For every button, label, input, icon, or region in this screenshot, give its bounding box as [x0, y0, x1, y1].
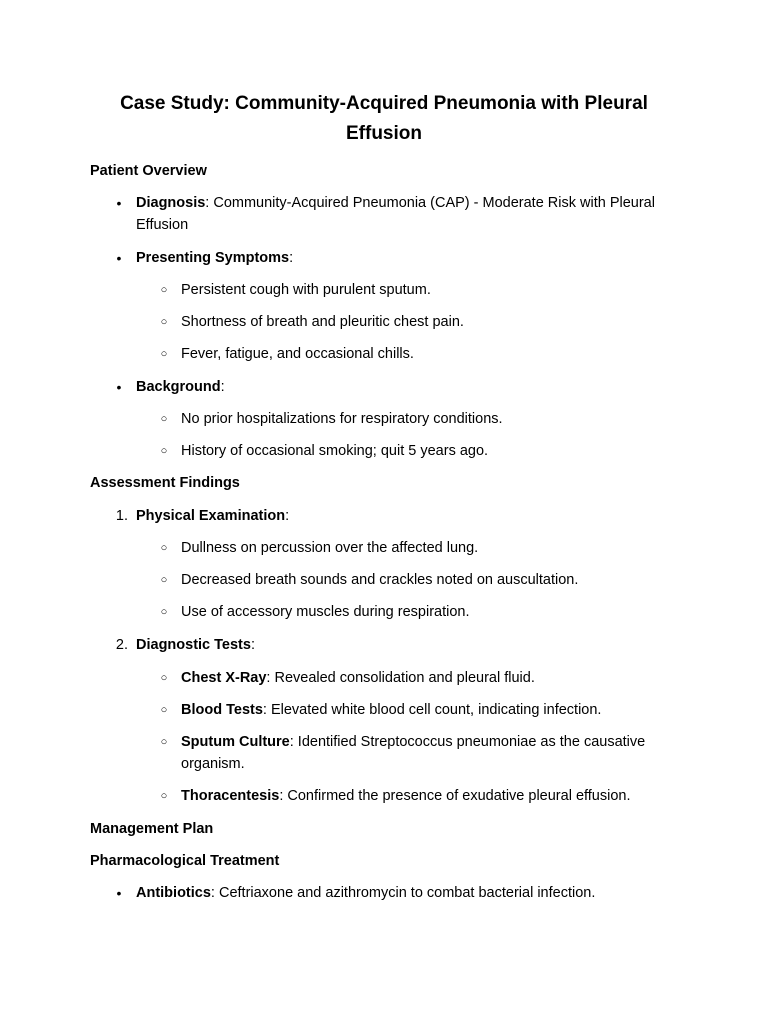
item-text: :: [250, 637, 255, 653]
term-label: Diagnostic Tests: [136, 637, 251, 653]
term-label: Sputum Culture: [181, 734, 290, 750]
list-item-physical-examination: [136, 505, 666, 527]
term-label: Chest X-Ray: [181, 670, 267, 686]
sub-list-item-blood-tests: [181, 699, 671, 721]
circle-bullet-glyph: ○: [160, 606, 168, 618]
term-label: Background: [136, 379, 221, 395]
term-label: Blood Tests: [181, 702, 263, 718]
circle-bullet-glyph: ○: [160, 284, 168, 296]
list-number: 1.: [115, 508, 128, 524]
term-label: Physical Examination: [136, 508, 286, 524]
item-text: : Revealed consolidation and pleural fluid.: [266, 670, 535, 686]
bullet-glyph: •: [116, 250, 122, 266]
circle-bullet-glyph: ○: [160, 790, 168, 802]
item-text: : Ceftriaxone and azithromycin to combat bacterial infection.: [210, 885, 596, 901]
term-label: Presenting Symptoms: [136, 250, 290, 266]
sub-list-item: Decreased breath sounds and crackles noted on auscultation.: [181, 572, 579, 588]
sub-list-item: Shortness of breath and pleuritic chest pain.: [181, 314, 464, 330]
term-label: Diagnosis: [136, 195, 206, 211]
list-item-antibiotics: [136, 882, 666, 904]
section-heading-management-plan: Management Plan: [90, 821, 214, 837]
circle-bullet-glyph: ○: [160, 704, 168, 716]
sub-list-item: No prior hospitalizations for respiratory conditions.: [181, 411, 503, 427]
item-text: :: [285, 508, 290, 524]
bullet-glyph: •: [116, 885, 122, 901]
page-title: Case Study: Community-Acquired Pneumonia with Pleural Effusion: [120, 93, 648, 144]
list-item-background: [136, 376, 666, 398]
circle-bullet-glyph: ○: [160, 736, 168, 748]
circle-bullet-glyph: ○: [160, 574, 168, 586]
item-text: :: [220, 379, 225, 395]
circle-bullet-glyph: ○: [160, 348, 168, 360]
list-item-diagnostic-tests: [136, 634, 666, 656]
term-label: Antibiotics: [136, 885, 211, 901]
list-item-presenting-symptoms: [136, 247, 666, 269]
sub-list-item: Dullness on percussion over the affected lung.: [181, 540, 479, 556]
section-heading-pharmacological-treatment: Pharmacological Treatment: [90, 853, 280, 869]
item-text: : Elevated white blood cell count, indicating infection.: [262, 702, 602, 718]
sub-list-item-sputum-culture: [181, 731, 671, 775]
section-heading-patient-overview: Patient Overview: [90, 163, 207, 179]
circle-bullet-glyph: ○: [160, 316, 168, 328]
list-number: 2.: [115, 637, 128, 653]
list-item-diagnosis: [136, 192, 666, 236]
item-text: : Community-Acquired Pneumonia (CAP) - Moderate Risk with Pleural Effusion: [136, 195, 655, 233]
term-label: Thoracentesis: [181, 788, 280, 804]
item-text: : Identified Streptococcus pneumoniae as the causative organism.: [181, 734, 646, 772]
sub-list-item: Persistent cough with purulent sputum.: [181, 282, 431, 298]
sub-list-item-chest-xray: [181, 667, 671, 689]
sub-list-item: Fever, fatigue, and occasional chills.: [181, 346, 414, 362]
circle-bullet-glyph: ○: [160, 445, 168, 457]
bullet-glyph: •: [116, 195, 122, 211]
sub-list-item: Use of accessory muscles during respiration.: [181, 604, 470, 620]
sub-list-item-thoracentesis: [181, 785, 671, 807]
section-heading-assessment-findings: Assessment Findings: [90, 475, 240, 491]
circle-bullet-glyph: ○: [160, 542, 168, 554]
circle-bullet-glyph: ○: [160, 672, 168, 684]
circle-bullet-glyph: ○: [160, 413, 168, 425]
item-text: :: [289, 250, 294, 266]
item-text: : Confirmed the presence of exudative pleural effusion.: [279, 788, 631, 804]
sub-list-item: History of occasional smoking; quit 5 years ago.: [181, 443, 489, 459]
bullet-glyph: •: [116, 379, 122, 395]
